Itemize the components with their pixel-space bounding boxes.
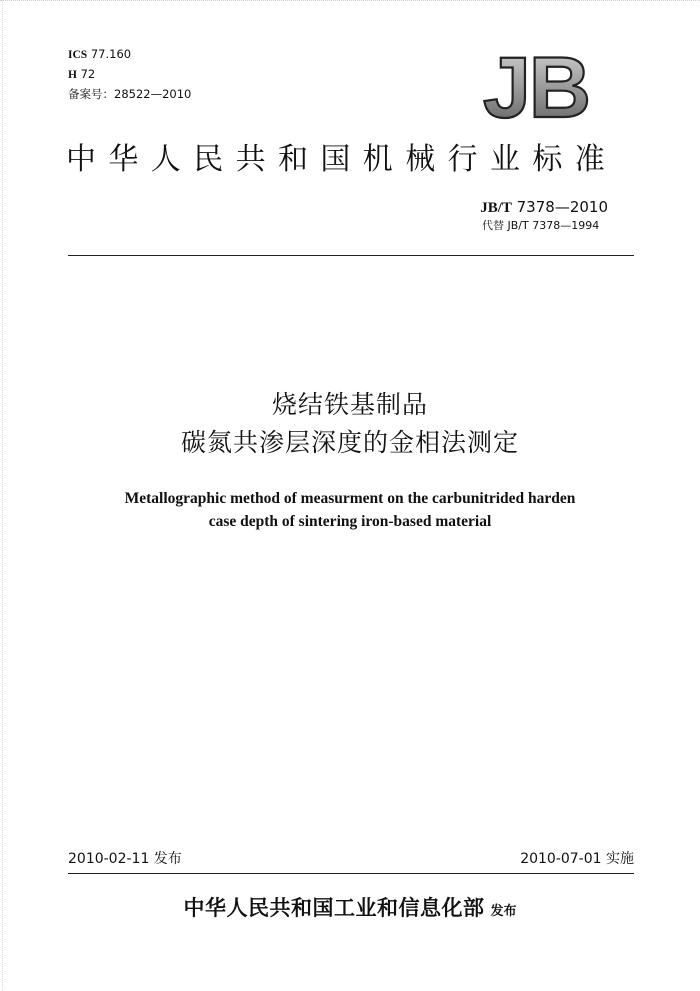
implementation-date: 2010-07-01 实施 — [520, 851, 634, 867]
en-title-line1: Metallographic method of measurment on the carbunitrided harden — [124, 490, 576, 507]
ics-value: 77.160 — [90, 47, 132, 61]
replaces-standard: 代替 JB/T 7378—1994 — [482, 219, 600, 232]
issue-date: 2010-02-11 发布 — [68, 851, 182, 867]
cn-title-line1: 烧结铁基制品 — [271, 390, 428, 419]
filing-number: 备案号：28522—2010 — [68, 87, 192, 101]
publish-action: 发布 — [490, 904, 517, 919]
category-label: H — [68, 69, 77, 81]
classification-block — [68, 45, 191, 104]
scan-edge-top — [0, 0, 700, 4]
category-value: 72 — [80, 67, 96, 81]
industry-standard-title: 中华人民共和国机械行业标准 — [66, 142, 618, 177]
publisher-line — [0, 895, 700, 921]
category-code — [68, 65, 191, 85]
jb-logo — [472, 46, 600, 126]
header-divider — [68, 255, 634, 256]
ics-label: ICS — [68, 49, 88, 61]
standard-code: 7378—2010 — [511, 198, 608, 216]
ics-code — [68, 45, 191, 65]
standard-number — [480, 198, 608, 217]
publisher-name: 中华人民共和国工业和信息化部 — [183, 896, 485, 920]
en-title-line2: case depth of sintering iron-based material — [208, 513, 492, 530]
standard-prefix: JB/T — [480, 200, 512, 216]
cn-title-line2: 碳氮共渗层深度的金相法测定 — [180, 428, 519, 457]
jb-logo-text: JB — [483, 46, 589, 126]
footer-divider — [68, 873, 634, 874]
